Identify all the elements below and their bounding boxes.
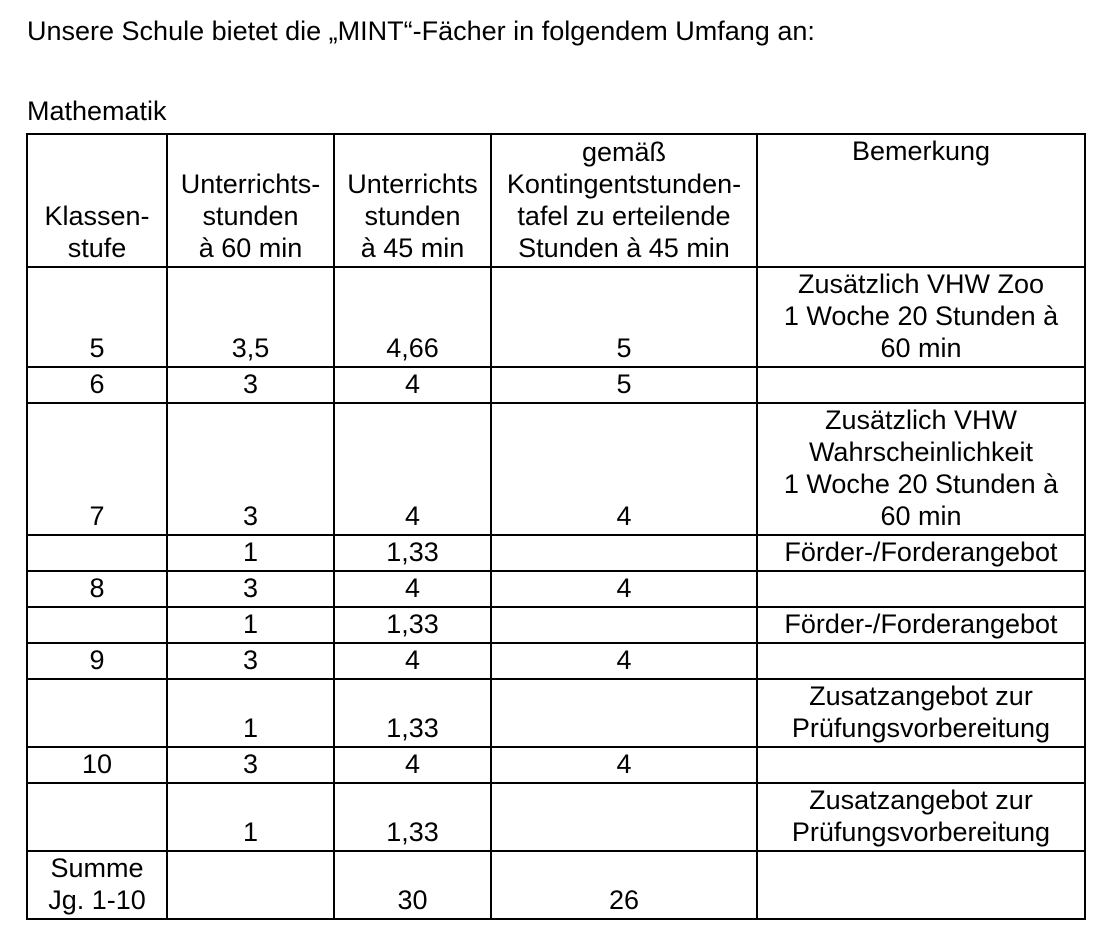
summe-row: [27, 851, 1085, 919]
table-row: [27, 367, 1085, 403]
cell-std60: 1: [167, 679, 334, 747]
cell-std45: 1,33: [334, 679, 491, 747]
cell-kontingent: 4: [491, 403, 757, 535]
cell-std45: 4: [334, 403, 491, 535]
table-row: [27, 643, 1085, 679]
cell-std45: 4: [334, 571, 491, 607]
table-row: [27, 267, 1085, 367]
cell-std60: 3: [167, 403, 334, 535]
cell-bemerkung: [757, 571, 1085, 607]
cell-klasse: 7: [27, 403, 167, 535]
table-row: [27, 679, 1085, 747]
cell-bemerkung: Zusätzlich VHW Zoo 1 Woche 20 Stunden à 60 min: [757, 267, 1085, 367]
table-row: [27, 747, 1085, 783]
header-bemerkung: Bemerkung: [757, 134, 1085, 267]
cell-summe-bemerkung: [757, 851, 1085, 919]
table-row: [27, 535, 1085, 571]
subject-heading: Mathematik: [27, 96, 167, 126]
cell-std45: 4: [334, 643, 491, 679]
cell-klasse: 5: [27, 267, 167, 367]
cell-std45: 1,33: [334, 535, 491, 571]
table-header-row: [27, 134, 1085, 267]
cell-kontingent: [491, 535, 757, 571]
cell-bemerkung: Förder-/Forderangebot: [757, 535, 1085, 571]
table-row: [27, 571, 1085, 607]
cell-summe-std60: [167, 851, 334, 919]
cell-std45: 1,33: [334, 607, 491, 643]
table-row: [27, 783, 1085, 851]
cell-std45: 1,33: [334, 783, 491, 851]
cell-std45: 4,66: [334, 267, 491, 367]
cell-kontingent: [491, 679, 757, 747]
mint-hours-table: [26, 133, 1086, 920]
cell-bemerkung: Zusatzangebot zur Prüfungsvorbereitung: [757, 679, 1085, 747]
table-row: [27, 403, 1085, 535]
cell-std60: 3: [167, 747, 334, 783]
cell-bemerkung: Förder-/Forderangebot: [757, 607, 1085, 643]
cell-summe-std45: 30: [334, 851, 491, 919]
cell-klasse: 9: [27, 643, 167, 679]
header-stunden-45: Unterrichts stunden à 45 min: [334, 134, 491, 267]
cell-kontingent: [491, 783, 757, 851]
cell-kontingent: 4: [491, 747, 757, 783]
cell-std60: 3,5: [167, 267, 334, 367]
cell-klasse: [27, 679, 167, 747]
cell-kontingent: [491, 607, 757, 643]
cell-klasse: 6: [27, 367, 167, 403]
cell-std60: 1: [167, 607, 334, 643]
cell-klasse: [27, 607, 167, 643]
cell-bemerkung: [757, 747, 1085, 783]
cell-summe-kontingent: 26: [491, 851, 757, 919]
cell-klasse: [27, 535, 167, 571]
cell-std45: 4: [334, 747, 491, 783]
cell-bemerkung: [757, 367, 1085, 403]
cell-std60: 3: [167, 367, 334, 403]
header-klassenstufe: Klassen- stufe: [27, 134, 167, 267]
cell-std60: 3: [167, 643, 334, 679]
header-kontingent: gemäß Kontingentstunden- tafel zu erteilende Stunden à 45 min: [491, 134, 757, 267]
cell-bemerkung: [757, 643, 1085, 679]
cell-std60: 1: [167, 783, 334, 851]
cell-klasse: 10: [27, 747, 167, 783]
cell-summe-label: Summe Jg. 1-10: [27, 851, 167, 919]
cell-std60: 3: [167, 571, 334, 607]
cell-klasse: [27, 783, 167, 851]
cell-kontingent: 4: [491, 643, 757, 679]
cell-kontingent: 5: [491, 267, 757, 367]
cell-kontingent: 5: [491, 367, 757, 403]
intro-text: Unsere Schule bietet die „MINT“-Fächer in folgendem Umfang an:: [27, 16, 815, 46]
table-row: [27, 607, 1085, 643]
cell-kontingent: 4: [491, 571, 757, 607]
cell-std60: 1: [167, 535, 334, 571]
cell-std45: 4: [334, 367, 491, 403]
cell-klasse: 8: [27, 571, 167, 607]
cell-bemerkung: Zusätzlich VHW Wahrscheinlichkeit 1 Woche 20 Stunden à 60 min: [757, 403, 1085, 535]
cell-bemerkung: Zusatzangebot zur Prüfungsvorbereitung: [757, 783, 1085, 851]
header-stunden-60: Unterrichts- stunden à 60 min: [167, 134, 334, 267]
